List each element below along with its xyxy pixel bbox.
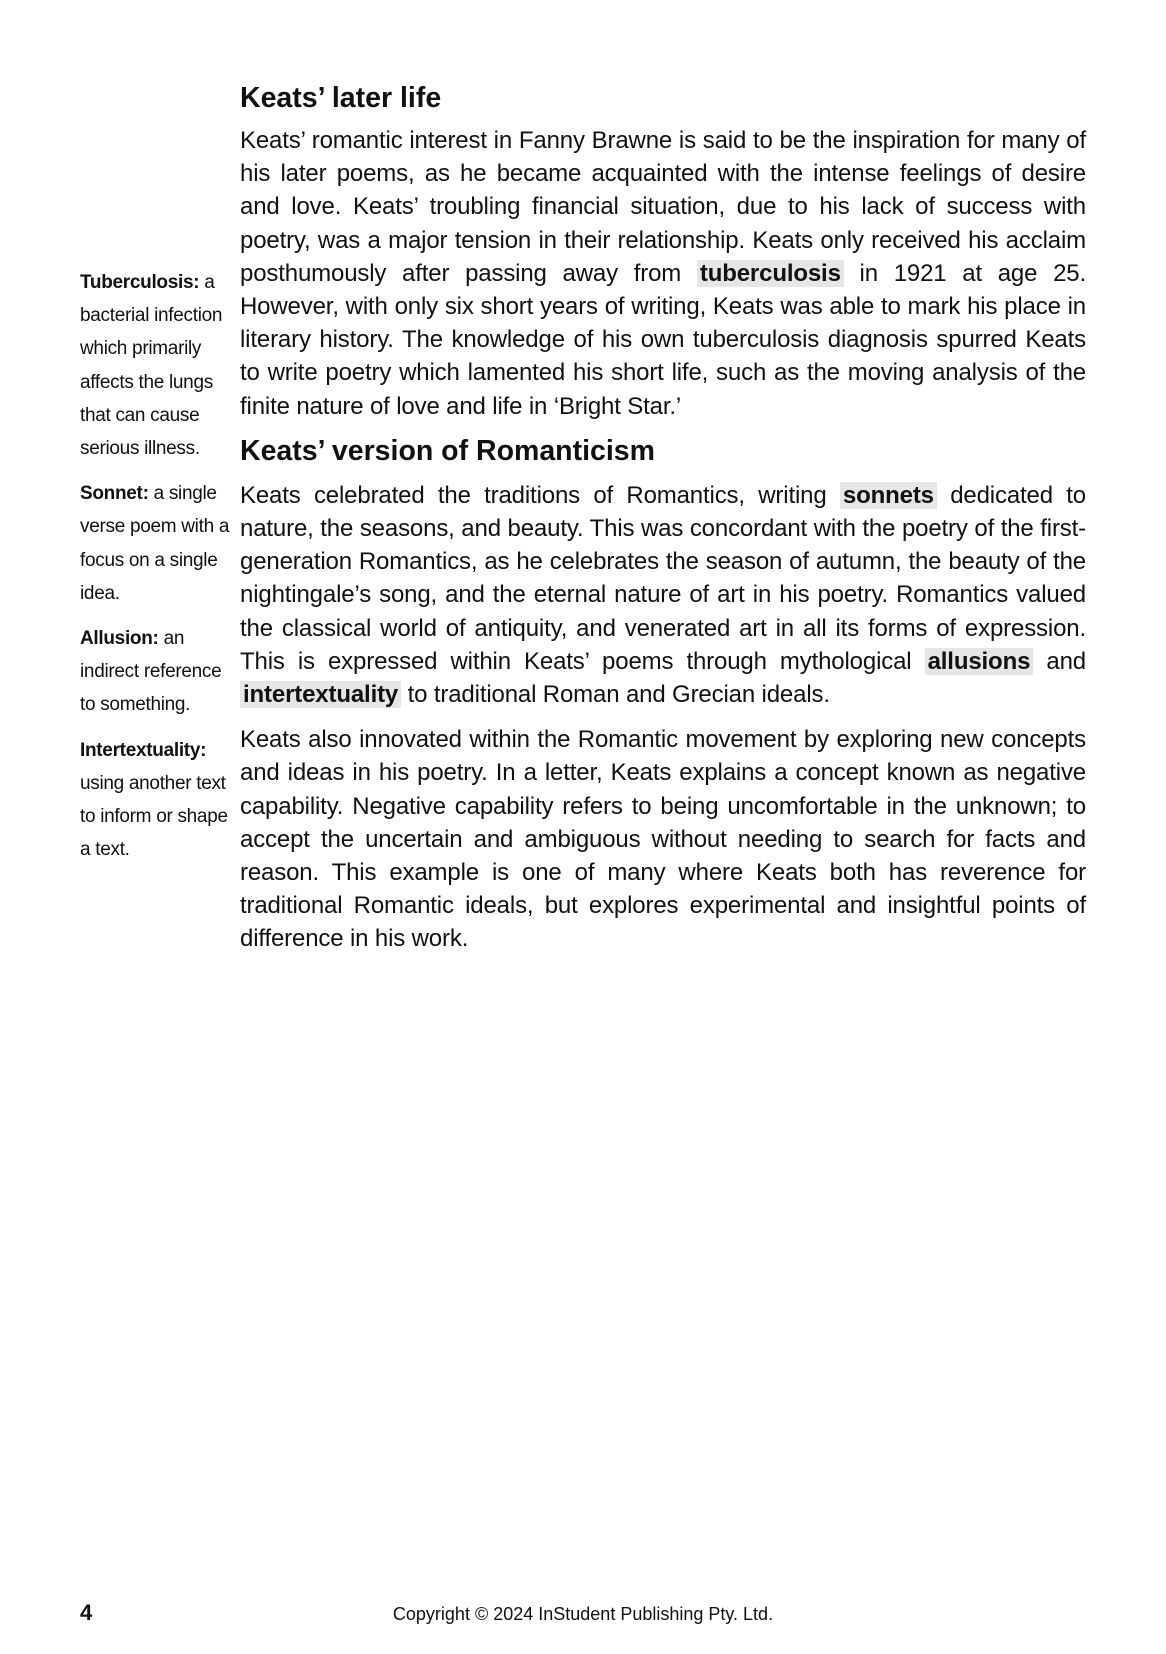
section-heading-romanticism: Keats’ version of Romanticism — [240, 434, 655, 467]
glossary-sidebar — [80, 266, 230, 866]
paragraph-text: Keats’ romantic interest in Fanny Brawne is said to be the inspiration for many of his later poems, as he became acquainted with the intense feelings of desire and love. Keats’ troubling financial situation, due to his lack of success with poetry, was a major tension in their relationship. Keats only received his acclaim posthumously after passing away from — [240, 127, 1086, 287]
glossary-definition: a bacterial infection which primarily affects the lungs that can cause serious illness. — [80, 272, 223, 460]
highlighted-term-intertextuality: intertextuality — [240, 681, 401, 708]
copyright-notice: Copyright © 2024 InStudent Publishing Pty. Ltd. — [392, 1604, 774, 1624]
glossary-definition: a single verse poem with a focus on a single idea. — [80, 483, 230, 604]
highlighted-term-sonnets: sonnets — [840, 482, 937, 509]
paragraph-text: dedicated to nature, the seasons, and beauty. This was concordant with the poetry of the first-generation Romantics, as he celebrates the season of autumn, the beauty of the nightingale’s song, and the eternal nature of art in his poetry. Romantics valued the classical world of antiquity, and venerated art in all its forms of expression. This is expressed within Keats’ poems through mythological — [240, 481, 1086, 675]
glossary-term-tuberculosis — [80, 266, 230, 465]
page-number: 4 — [80, 1600, 93, 1625]
glossary-term-name: Intertextuality: — [80, 739, 207, 761]
paragraph-text: in 1921 at age 25. However, with only six short years of writing, Keats was able to mark his place in literary history. The knowledge of his own tuberculosis diagnosis spurred Keats to write poetry which lamented his short life, such as the moving analysis of the finite nature of love and life in ‘Bright Star.’ — [240, 259, 1086, 420]
glossary-definition: an indirect reference to something. — [80, 628, 222, 716]
main-content — [240, 78, 1086, 956]
highlighted-term-tuberculosis: tuberculosis — [697, 260, 844, 287]
paragraph-text: to traditional Roman and Grecian ideals. — [401, 681, 830, 709]
page-footer — [0, 1600, 1166, 1628]
glossary-definition: using another text to inform or shape a text. — [80, 772, 228, 861]
highlighted-term-allusions: allusions — [925, 648, 1034, 675]
glossary-term-sonnet — [80, 477, 230, 610]
glossary-term-allusion — [80, 622, 230, 722]
glossary-term-name: Sonnet: — [80, 483, 149, 505]
paragraph-later-life — [240, 124, 1086, 423]
section-heading-later-life: Keats’ later life — [240, 82, 442, 114]
glossary-term-name: Tuberculosis: — [80, 272, 200, 293]
glossary-term-name: Allusion: — [80, 628, 159, 650]
paragraph-negative-capability: Keats also innovated within the Romantic movement by exploring new concepts and ideas in his poetry. In a letter, Keats explains a concept known as negative capability. Negative capability refers to being uncomfortable in the unknown; to accept the uncertain and ambiguous without needing to search for facts and reason. This example is one of many where Keats both has reverence for traditional Romantic ideals, but explores experimental and insightful points of difference in his work. — [240, 726, 1086, 953]
paragraph-romantic-traditions — [240, 479, 1086, 711]
paragraph-text: and — [1033, 647, 1086, 675]
glossary-term-intertextuality — [80, 734, 230, 867]
paragraph-text: Keats celebrated the traditions of Romantics, writing — [240, 481, 840, 509]
